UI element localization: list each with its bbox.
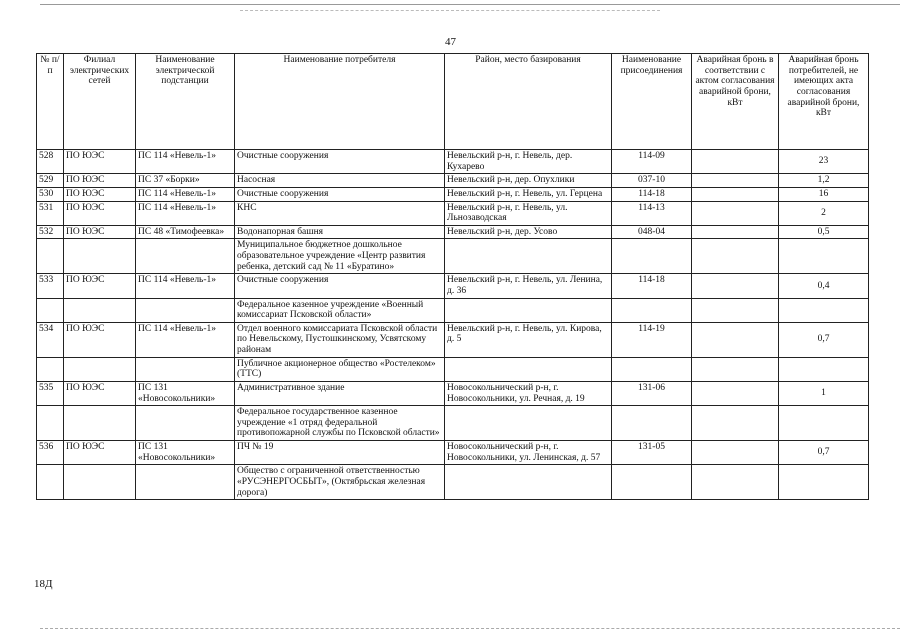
cell-reserve-act [692, 298, 779, 322]
cell-consumer: Федеральное государственное казенное учреждение «1 отряд федеральной противопожарной службы по Псковской области» [235, 406, 445, 441]
table-row [37, 150, 869, 174]
header-district: Район, место базирования [445, 54, 612, 150]
cell-reserve-no-act [779, 239, 869, 274]
cell-substation: ПС 114 «Невель-1» [136, 274, 235, 298]
cell-district [445, 239, 612, 274]
cell-connection: 131-05 [612, 441, 692, 465]
cell-district: Невельский р-н, дер. Усово [445, 225, 612, 239]
cell-filial: ПО ЮЭС [64, 274, 136, 298]
cell-district: Невельский р-н, г. Невель, ул. Кирова, д. 5 [445, 322, 612, 357]
cell-substation [136, 465, 235, 500]
cell-num: 531 [37, 201, 64, 225]
cell-consumer: Очистные сооружения [235, 150, 445, 174]
cell-reserve-no-act: 23 [779, 150, 869, 174]
cell-reserve-act [692, 381, 779, 405]
cell-connection: 114-18 [612, 187, 692, 201]
cell-consumer: Публичное акционерное общество «Ростелеком» (ТТС) [235, 357, 445, 381]
cell-connection [612, 406, 692, 441]
cell-reserve-no-act: 0,7 [779, 322, 869, 357]
cell-reserve-no-act: 1 [779, 381, 869, 405]
cell-num [37, 239, 64, 274]
cell-consumer: Общество с ограниченной ответственностью «РУСЭНЕРГОСБЫТ», (Октябрьская железная дорога) [235, 465, 445, 500]
cell-district [445, 465, 612, 500]
cell-reserve-act [692, 465, 779, 500]
cell-connection [612, 465, 692, 500]
cell-filial: ПО ЮЭС [64, 381, 136, 405]
cell-num: 534 [37, 322, 64, 357]
cell-filial: ПО ЮЭС [64, 322, 136, 357]
cell-connection [612, 239, 692, 274]
cell-filial: ПО ЮЭС [64, 150, 136, 174]
header-filial: Филиал электрических сетей [64, 54, 136, 150]
cell-reserve-no-act [779, 298, 869, 322]
cell-district: Новосокольнический р-н, г. Новосокольники, ул. Речная, д. 19 [445, 381, 612, 405]
cell-consumer: Очистные сооружения [235, 274, 445, 298]
header-num: № п/п [37, 54, 64, 150]
cell-reserve-no-act [779, 465, 869, 500]
cell-connection [612, 357, 692, 381]
table-row [37, 274, 869, 298]
cell-reserve-act [692, 201, 779, 225]
table-header-row [37, 54, 869, 150]
cell-substation: ПС 114 «Невель-1» [136, 150, 235, 174]
cell-num [37, 298, 64, 322]
cell-substation: ПС 114 «Невель-1» [136, 201, 235, 225]
table-row [37, 201, 869, 225]
cell-connection: 114-18 [612, 274, 692, 298]
footer-mark: 18Д [34, 578, 53, 590]
cell-district: Новосокольнический р-н, г. Новосокольники, ул. Ленинская, д. 57 [445, 441, 612, 465]
cell-consumer: Отдел военного комиссариата Псковской области по Невельскому, Пустошкинскому, Усвятскому районам [235, 322, 445, 357]
cell-num: 532 [37, 225, 64, 239]
header-consumer: Наименование потребителя [235, 54, 445, 150]
cell-connection: 131-06 [612, 381, 692, 405]
table-subrow [37, 239, 869, 274]
cell-consumer: Административное здание [235, 381, 445, 405]
cell-filial [64, 465, 136, 500]
cell-consumer: Водонапорная башня [235, 225, 445, 239]
cell-reserve-act [692, 357, 779, 381]
cell-connection: 114-09 [612, 150, 692, 174]
cell-district: Невельский р-н, г. Невель, дер. Кухарево [445, 150, 612, 174]
cell-substation: ПС 114 «Невель-1» [136, 187, 235, 201]
cell-filial: ПО ЮЭС [64, 441, 136, 465]
table-row [37, 174, 869, 188]
header-reserve-act: Аварийная бронь в соответствии с актом согласования аварийной брони, кВт [692, 54, 779, 150]
cell-consumer: Насосная [235, 174, 445, 188]
cell-reserve-no-act: 0,7 [779, 441, 869, 465]
cell-connection: 048-04 [612, 225, 692, 239]
table-subrow [37, 465, 869, 500]
cell-filial: ПО ЮЭС [64, 225, 136, 239]
cell-reserve-no-act [779, 406, 869, 441]
cell-num: 529 [37, 174, 64, 188]
header-connection: Наименование присоединения [612, 54, 692, 150]
cell-num [37, 465, 64, 500]
cell-district [445, 406, 612, 441]
header-reserve-no-act: Аварийная бронь потребителей, не имеющих акта согласования аварийной брони, кВт [779, 54, 869, 150]
cell-filial [64, 298, 136, 322]
cell-reserve-act [692, 239, 779, 274]
cell-substation [136, 357, 235, 381]
cell-consumer: Муниципальное бюджетное дошкольное образовательное учреждение «Центр развития ребенка, детский сад № 11 «Буратино» [235, 239, 445, 274]
cell-consumer: Федеральное казенное учреждение «Военный комиссариат Псковской области» [235, 298, 445, 322]
cell-reserve-act [692, 187, 779, 201]
cell-district: Невельский р-н, г. Невель, ул. Льнозаводская [445, 201, 612, 225]
cell-reserve-no-act [779, 357, 869, 381]
cell-filial [64, 406, 136, 441]
cell-substation [136, 406, 235, 441]
cell-filial [64, 239, 136, 274]
table-row [37, 187, 869, 201]
cell-reserve-no-act: 2 [779, 201, 869, 225]
cell-reserve-act [692, 441, 779, 465]
cell-connection: 114-19 [612, 322, 692, 357]
cell-substation [136, 298, 235, 322]
emergency-reserve-table [36, 53, 869, 500]
cell-district [445, 357, 612, 381]
cell-num: 528 [37, 150, 64, 174]
cell-consumer: Очистные сооружения [235, 187, 445, 201]
cell-reserve-act [692, 174, 779, 188]
cell-reserve-act [692, 406, 779, 441]
cell-reserve-no-act: 0,5 [779, 225, 869, 239]
header-substation: Наименование электрической подстанции [136, 54, 235, 150]
cell-reserve-no-act: 16 [779, 187, 869, 201]
table-subrow [37, 406, 869, 441]
scan-top-line-2 [240, 10, 660, 11]
table-subrow [37, 357, 869, 381]
table-row [37, 441, 869, 465]
table-row [37, 381, 869, 405]
cell-connection: 037-10 [612, 174, 692, 188]
cell-district: Невельский р-н, г. Невель, ул. Ленина, д. 36 [445, 274, 612, 298]
cell-substation: ПС 114 «Невель-1» [136, 322, 235, 357]
cell-substation: ПС 37 «Борки» [136, 174, 235, 188]
cell-num [37, 357, 64, 381]
cell-num: 533 [37, 274, 64, 298]
cell-num: 536 [37, 441, 64, 465]
cell-reserve-act [692, 225, 779, 239]
table-row [37, 322, 869, 357]
cell-connection: 114-13 [612, 201, 692, 225]
cell-substation: ПС 131 «Новосокольники» [136, 381, 235, 405]
cell-district [445, 298, 612, 322]
cell-substation [136, 239, 235, 274]
cell-reserve-no-act: 1,2 [779, 174, 869, 188]
table-subrow [37, 298, 869, 322]
table-row [37, 225, 869, 239]
cell-filial [64, 357, 136, 381]
cell-filial: ПО ЮЭС [64, 201, 136, 225]
cell-consumer: ПЧ № 19 [235, 441, 445, 465]
cell-num: 530 [37, 187, 64, 201]
page-number: 47 [445, 36, 456, 48]
cell-substation: ПС 131 «Новосокольники» [136, 441, 235, 465]
cell-filial: ПО ЮЭС [64, 174, 136, 188]
cell-district: Невельский р-н, дер. Опухлики [445, 174, 612, 188]
cell-reserve-act [692, 322, 779, 357]
cell-reserve-act [692, 150, 779, 174]
cell-reserve-no-act: 0,4 [779, 274, 869, 298]
cell-substation: ПС 48 «Тимофеевка» [136, 225, 235, 239]
cell-filial: ПО ЮЭС [64, 187, 136, 201]
cell-district: Невельский р-н, г. Невель, ул. Герцена [445, 187, 612, 201]
cell-connection [612, 298, 692, 322]
cell-reserve-act [692, 274, 779, 298]
cell-num [37, 406, 64, 441]
scan-top-line [40, 4, 900, 5]
scan-bottom-line [40, 628, 900, 629]
cell-consumer: КНС [235, 201, 445, 225]
cell-num: 535 [37, 381, 64, 405]
